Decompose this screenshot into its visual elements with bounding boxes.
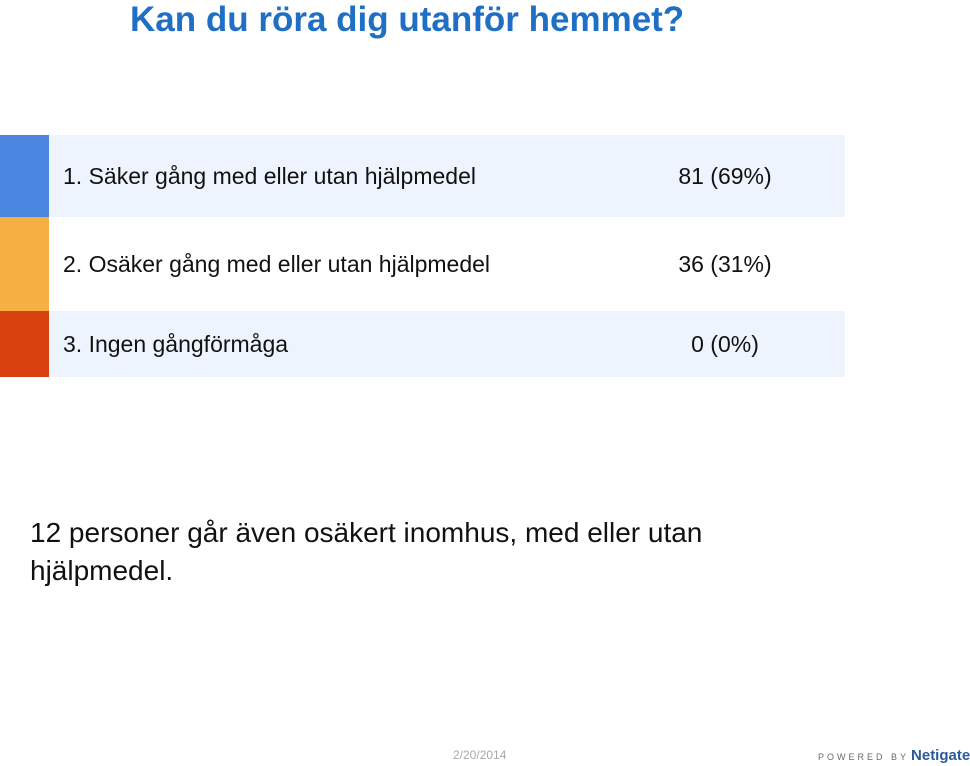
netigate-logo xyxy=(818,747,970,764)
powered-by-text: POWERED BY xyxy=(818,752,910,762)
answer-row-1 xyxy=(0,135,845,217)
answer-table xyxy=(0,135,845,377)
answer-label-3: 3. Ingen gångförmåga xyxy=(63,330,289,357)
answer-color-swatch-1 xyxy=(0,135,49,217)
brand-name: Netigate xyxy=(911,747,970,764)
answer-value-3: 0 (0%) xyxy=(691,330,759,357)
slide-date: 2/20/2014 xyxy=(453,748,507,762)
slide-title: Kan du röra dig utanför hemmet? xyxy=(130,0,685,39)
answer-label-1: 1. Säker gång med eller utan hjälpmedel xyxy=(63,162,476,189)
answer-value-2: 36 (31%) xyxy=(678,250,772,277)
answer-row-2 xyxy=(0,217,845,311)
answer-label-2: 2. Osäker gång med eller utan hjälpmedel xyxy=(63,250,491,277)
answer-row-3 xyxy=(0,311,845,377)
answer-color-swatch-3 xyxy=(0,311,49,377)
answer-value-1: 81 (69%) xyxy=(678,162,772,189)
answer-color-swatch-2 xyxy=(0,217,49,311)
footnote-text: 12 personer går även osäkert inomhus, med eller utan hjälpmedel. xyxy=(30,517,703,586)
